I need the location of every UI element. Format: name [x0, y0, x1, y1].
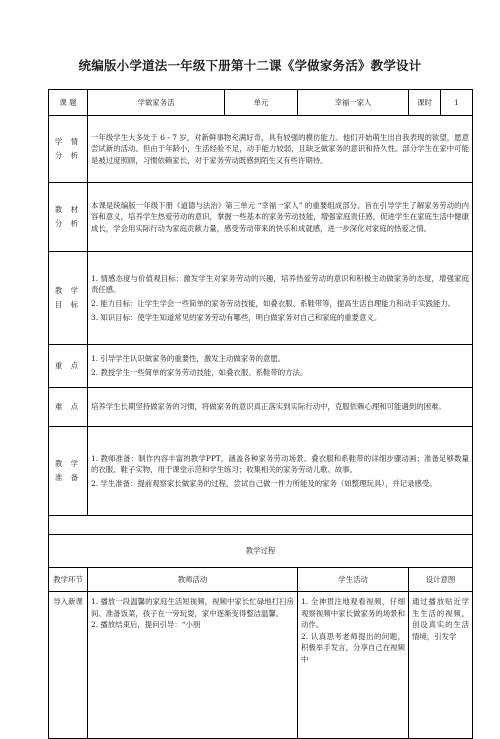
key-point-item: 2. 教授学生一些简单的家务劳动技能，如叠衣服、系鞋带的方法。: [91, 368, 308, 377]
spacer-row: [49, 516, 473, 535]
goal-item: 3. 知识目标：使学生知道常见的家务劳动有哪些，明白做家务对自己和家庭的重要意义。: [91, 312, 382, 322]
goals-row: [49, 252, 473, 345]
lesson-plan-table: [48, 89, 473, 739]
spacer-cell: [49, 516, 473, 535]
process-header-row: [49, 568, 473, 592]
process-design-intent: 通过播放贴近学生生活的视频，创设真实的生活情境，引发学: [409, 592, 473, 739]
process-student-activity: 1. 全神贯注地观看视频，仔细观察视频中家长做家务的场景和动作。 2. 认真思考老师提出的问题，积极举手发言，分享自己在视频中: [298, 592, 409, 739]
students-analysis-text: 一年级学生大多处于 6 - 7 岁，对新鲜事物充满好奇，具有较强的模仿能力。他们开始萌生出自我表现的欲望，愿意尝试新的活动。但由于年龄小，生活经验不足，动手能力较弱，且缺乏做家务的意识和持久性。部分学生在家中可能是被过度照顾，习惯依赖家长，对于家务劳动既感到陌生又有些许期待。: [88, 116, 473, 183]
process-col-student: 学生活动: [298, 568, 409, 592]
unit-label: 单元: [225, 90, 298, 116]
unit-value: 幸福一家人: [298, 90, 409, 116]
key-points-row: [49, 345, 473, 388]
header-row: [49, 90, 473, 116]
materials-analysis-text: 本课是统编版一年级下册《道德与法治》第三单元 “幸福一家人” 的重要组成部分。旨在引导学生了解家务劳动的内容和意义，培养学生热爱劳动的意识，掌握一些基本的家务劳动技能，增强家庭责任感，促进学生在家庭生活中健康成长，学会用实际行动为家庭贡献力量，感受劳动带来的快乐和成就感，进一步深化对家庭的热爱之情。: [88, 183, 473, 252]
process-title: 教学过程: [49, 535, 473, 568]
hours-label: 课时: [409, 90, 441, 116]
materials-analysis-row: [49, 183, 473, 252]
goal-item: 1. 情感态度与价值观目标：激发学生对家务劳动的兴趣，培养热爱劳动的意识和积极主动做家务的态度，增强家庭责任感。: [91, 273, 469, 295]
goal-item: 2. 能力目标：让学生学会一些简单的家务劳动技能，如叠衣服、系鞋带等，提高生活自理能力和动手实践能力。: [91, 299, 456, 308]
prep-content: [88, 427, 473, 516]
process-row: [49, 592, 473, 739]
goals-label: 教 学 目 标: [49, 252, 88, 345]
difficulty-text: 培养学生长期坚持做家务的习惯，将做家务的意识真正落实到实际行动中，克服依赖心理和可能遇到的困难。: [88, 388, 473, 427]
prep-item: 2. 学生准备：提前观察家长做家务的过程，尝试自己做一件力所能及的家务（如整理玩具），并记录感受。: [91, 478, 437, 488]
key-points-content: [88, 345, 473, 388]
students-analysis-row: [49, 116, 473, 183]
prep-item: 1. 教师准备：制作内容丰富的教学PPT，涵盖各种家务劳动场景、叠衣服和系鞋带的详细步骤动画；准备足够数量的衣服、鞋子实物，用于课堂示范和学生练习；收集相关的家务劳动儿歌、故事。: [91, 453, 469, 475]
students-analysis-label: 学 情 分 析: [49, 116, 88, 183]
process-col-teacher: 教师活动: [88, 568, 298, 592]
process-teacher-activity: 1. 播放一段温馨的家庭生活短视频，视频中家长忙碌地打扫房间、准备饭菜，孩子在一旁玩耍，家中逐渐变得整洁温馨。 2. 播放结束后，提问引导：“小朋: [88, 592, 298, 739]
process-col-stage: 教学环节: [49, 568, 88, 592]
difficulty-row: [49, 388, 473, 427]
lesson-plan-document: [48, 89, 472, 739]
process-stage: 导入新课: [49, 592, 88, 739]
lesson-label: 课 题: [49, 90, 88, 116]
goals-content: [88, 252, 473, 345]
process-title-row: [49, 535, 473, 568]
prep-row: [49, 427, 473, 516]
hours-value: 1: [441, 90, 473, 116]
lesson-value: 学做家务活: [88, 90, 225, 116]
prep-label: 教 学 准 备: [49, 427, 88, 516]
key-point-item: 1. 引导学生认识做家务的重要性，激发主动做家务的意愿。: [91, 354, 286, 364]
key-points-label: 重 点: [49, 345, 88, 388]
process-col-intent: 设计意图: [409, 568, 473, 592]
materials-analysis-label: 教 材 分 析: [49, 183, 88, 252]
difficulty-label: 难 点: [49, 388, 88, 427]
page-title: 统编版小学道法一年级下册第十二课《学做家务活》教学设计: [78, 58, 422, 73]
